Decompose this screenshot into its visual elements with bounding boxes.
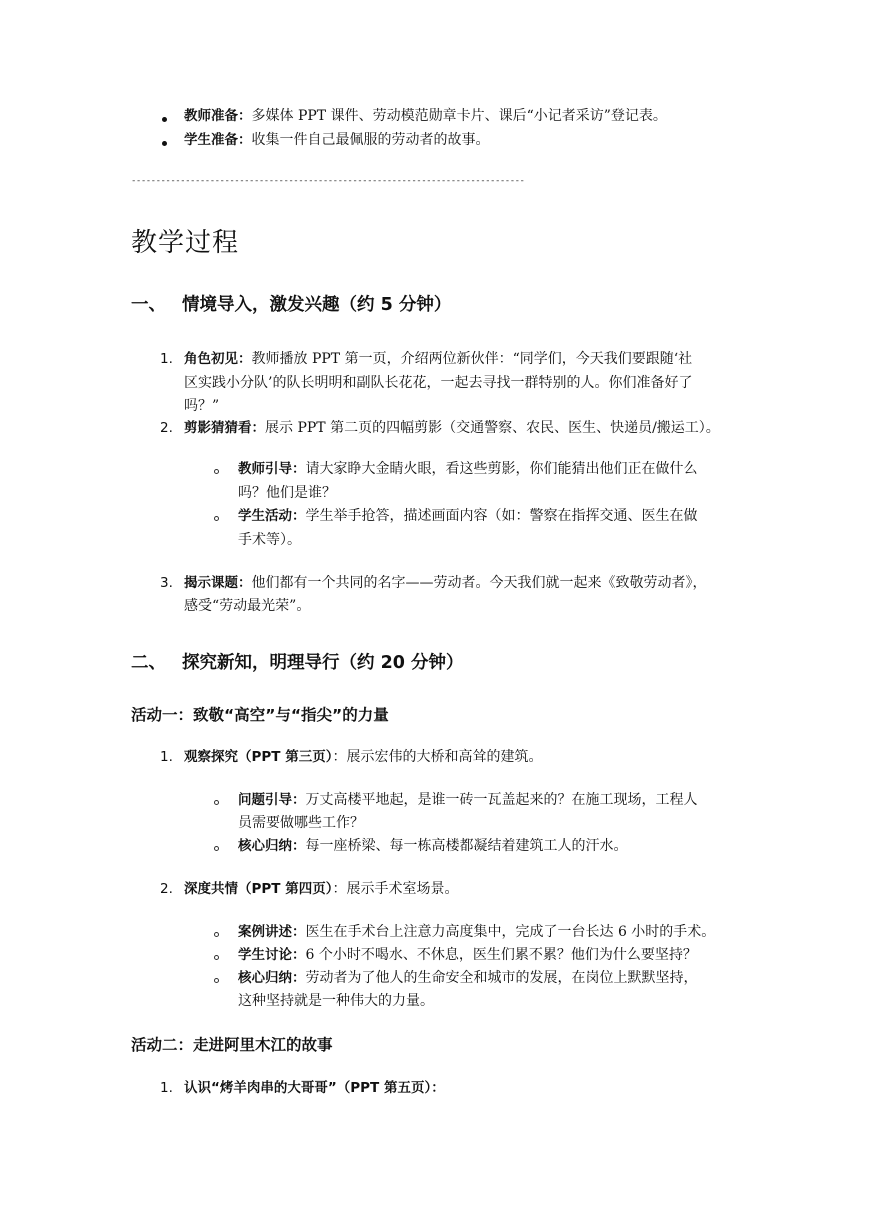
- list-number: 2.: [160, 881, 173, 897]
- sub-item-text: 6 个小时不喝水、不休息，医生们累不累？他们为什么要坚持？: [305, 947, 697, 963]
- list-item: [184, 745, 542, 769]
- list-number: 1.: [160, 749, 173, 765]
- sub-bullet-circle: [214, 978, 219, 983]
- sub-item: [238, 788, 698, 812]
- prep-student-label: 学生准备：: [184, 132, 252, 148]
- sub-item-cont: 手术等）。: [238, 532, 301, 548]
- section1-title: 情境导入，激发兴趣（约 5 分钟）: [182, 295, 452, 315]
- sub-item-cont: 员需要做哪些工作？: [238, 815, 364, 831]
- sub-item-cont: 吗？他们是谁？: [238, 485, 336, 501]
- list-item: [184, 416, 720, 440]
- activity2-title: 活动二：走进阿里木江的故事: [131, 1036, 333, 1054]
- sub-item-label: 核心归纳：: [238, 838, 306, 854]
- sub-bullet-circle: [214, 800, 219, 805]
- section2-title: 探究新知，明理导行（约 20 分钟）: [182, 653, 464, 673]
- sub-item-text: 医生在手术台上注意力高度集中，完成了一台长达 6 小时的手术。: [305, 924, 716, 940]
- item-text: 教师播放 PPT 第一页，介绍两位新伙伴：“同学们，今天我们要跟随‘社: [251, 351, 693, 367]
- list-item: [184, 877, 458, 901]
- page-title: 教学过程: [131, 228, 240, 258]
- item-label: 观察探究（PPT 第三页）: [184, 749, 333, 765]
- sub-bullet-circle: [214, 955, 219, 960]
- sub-item: [238, 943, 697, 967]
- sub-item-label: 问题引导：: [238, 792, 306, 808]
- prep-teacher-label: 教师准备：: [184, 108, 252, 124]
- list-item-cont: 感受“劳动最光荣”。: [184, 598, 311, 614]
- sub-item-label: 学生讨论：: [238, 947, 306, 963]
- prep-student-text: 收集一件自己最佩服的劳动者的故事。: [251, 132, 490, 148]
- sub-item-label: 核心归纳：: [238, 970, 306, 986]
- prep-teacher-text: 多媒体 PPT 课件、劳动模范勋章卡片、课后“小记者采访”登记表。: [251, 108, 667, 124]
- list-item: [184, 1076, 445, 1100]
- item-label: 揭示课题：: [184, 575, 252, 591]
- sub-item-cont: 这种坚持就是一种伟大的力量。: [238, 993, 434, 1009]
- sub-item-text: 请大家睁大金睛火眼，看这些剪影，你们能猜出他们正在做什么: [305, 461, 698, 477]
- bullet-dot: [162, 141, 167, 146]
- list-number: 1.: [160, 351, 173, 367]
- sub-bullet-circle: [214, 469, 219, 474]
- sub-item-text: 每一座桥梁、每一栋高楼都凝结着建筑工人的汗水。: [305, 838, 628, 854]
- sub-item-text: 学生举手抢答，描述画面内容（如：警察在指挥交通、医生在做: [305, 508, 698, 524]
- item-label: 角色初见：: [184, 351, 252, 367]
- sub-item-text: 万丈高楼平地起，是谁一砖一瓦盖起来的？在施工现场，工程人: [305, 792, 698, 808]
- list-item: [184, 571, 707, 595]
- section1-num: 一、: [131, 295, 166, 315]
- sub-item-text: 劳动者为了他人的生命安全和城市的发展，在岗位上默默坚持，: [305, 970, 698, 986]
- divider-line: --------------------------------------------------------------------------------: [131, 176, 525, 186]
- sub-item: [238, 457, 698, 481]
- item-label: 认识“烤羊肉串的大哥哥”（PPT 第五页）：: [184, 1080, 445, 1096]
- list-item: [184, 347, 692, 371]
- prep-teacher: [184, 104, 667, 128]
- sub-item: [238, 504, 698, 528]
- list-number: 2.: [160, 420, 173, 436]
- item-text: 他们都有一个共同的名字——劳动者。今天我们就一起来《致敬劳动者》，: [251, 575, 707, 591]
- bullet-dot: [162, 117, 167, 122]
- item-text: ：展示手术室场景。: [332, 881, 459, 897]
- sub-bullet-circle: [214, 846, 219, 851]
- list-item-cont: 区实践小分队’的队长明明和副队长花花，一起去寻找一群特别的人。你们准备好了: [184, 375, 693, 391]
- sub-item: [238, 834, 628, 858]
- item-label: 深度共情（PPT 第四页）: [184, 881, 333, 897]
- item-label: 剪影猜猜看：: [184, 420, 265, 436]
- sub-item: [238, 966, 698, 990]
- sub-item-label: 教师引导：: [238, 461, 306, 477]
- prep-student: [184, 128, 490, 152]
- sub-item-label: 学生活动：: [238, 508, 306, 524]
- list-item-cont: 吗？”: [184, 398, 220, 414]
- sub-item-label: 案例讲述：: [238, 924, 306, 940]
- sub-item: [238, 920, 715, 944]
- list-number: 1.: [160, 1080, 173, 1096]
- item-text: ：展示宏伟的大桥和高耸的建筑。: [332, 749, 543, 765]
- sub-bullet-circle: [214, 516, 219, 521]
- list-number: 3.: [160, 575, 173, 591]
- section2-num: 二、: [131, 653, 166, 673]
- activity1-title: 活动一：致敬“高空”与“指尖”的力量: [131, 706, 389, 724]
- sub-bullet-circle: [214, 932, 219, 937]
- item-text: 展示 PPT 第二页的四幅剪影（交通警察、农民、医生、快递员/搬运工）。: [265, 420, 720, 436]
